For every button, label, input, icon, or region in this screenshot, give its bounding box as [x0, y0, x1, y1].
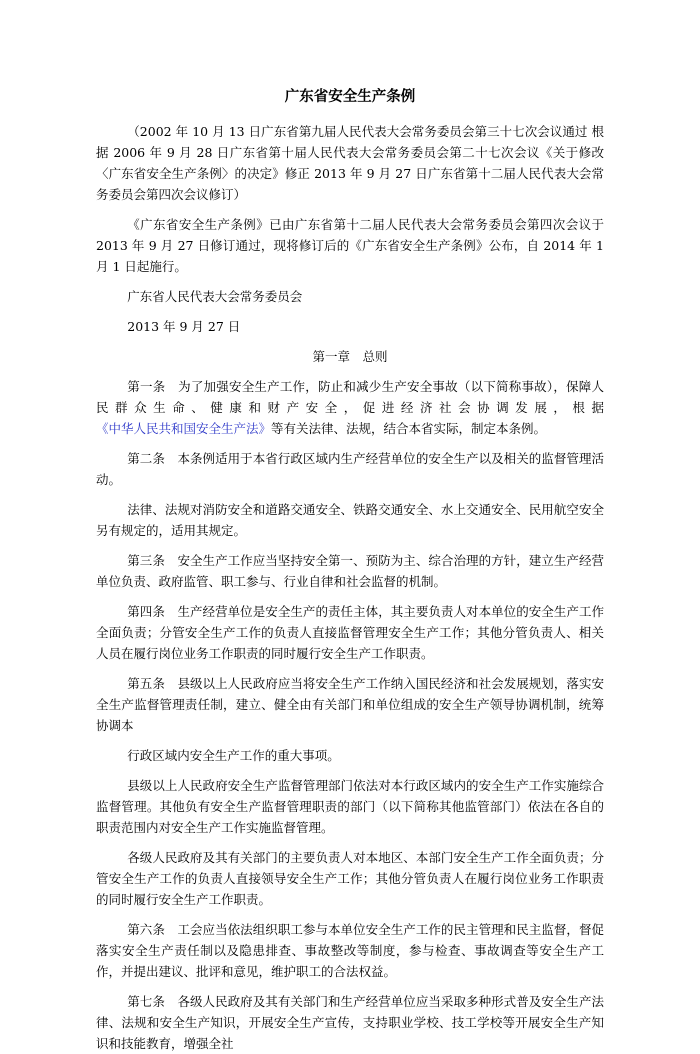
article-1	[96, 376, 604, 439]
work-safety-law-link[interactable]: 《中华人民共和国安全生产法》	[96, 421, 272, 436]
article-5-paragraph-4: 各级人民政府及其有关部门的主要负责人对本地区、本部门安全生产工作全面负责；分管安全生产工作的负责人直接领导安全生产工作；其他分管负责人在履行岗位业务工作职责的同时履行安全生产工作职责。	[96, 850, 604, 907]
issue-date: 2013 年 9 月 27 日	[127, 319, 241, 334]
article-2-paragraph-2: 法律、法规对消防安全和道路交通安全、铁路交通安全、水上交通安全、民用航空安全另有规定的，适用其规定。	[96, 502, 604, 538]
article-2: 第二条 本条例适用于本省行政区域内生产经营单位的安全生产以及相关的监督管理活动。	[96, 451, 604, 487]
article-5-paragraph-2: 行政区域内安全生产工作的重大事项。	[127, 748, 340, 763]
article-5: 第五条 县级以上人民政府应当将安全生产工作纳入国民经济和社会发展规划，落实安全生产监督管理责任制，建立、健全由有关部门和单位组成的安全生产领导协调机制，统筹协调本	[96, 676, 604, 733]
article-7: 第七条 各级人民政府及其有关部门和生产经营单位应当采取多种形式普及安全生产法律、法规和安全生产知识，开展安全生产宣传，支持职业学校、技工学校等开展安全生产知识和技能教育，增强全社	[96, 994, 604, 1051]
article-4: 第四条 生产经营单位是安全生产的责任主体，其主要负责人对本单位的安全生产工作全面负责；分管安全生产工作的负责人直接监督管理安全生产工作；其他分管负责人、相关人员在履行岗位业务工作职责的同时履行安全生产工作职责。	[96, 604, 604, 661]
article-3: 第三条 安全生产工作应当坚持安全第一、预防为主、综合治理的方针，建立生产经营单位负责、政府监管、职工参与、行业自律和社会监督的机制。	[96, 553, 604, 589]
article-5-paragraph-3: 县级以上人民政府安全生产监督管理部门依法对本行政区域内的安全生产工作实施综合监督管理。其他负有安全生产监督管理职责的部门（以下简称其他监管部门）依法在各自的职责范围内对安全生产工作实施监督管理。	[96, 778, 604, 835]
preamble-adoption-note: （2002 年 10 月 13 日广东省第九届人民代表大会常务委员会第三十七次会议通过 根据 2006 年 9 月 28 日广东省第十届人民代表大会常务委员会第二十七次会议《关于修改〈广东省安全生产条例〉的决定》修正 2013 年 9 月 27 日广东省第十二届人民代表大会常务委员会第四次会议修订）	[96, 124, 604, 202]
chapter-1-heading: 第一章 总则	[312, 349, 388, 364]
article-1-text-before-link: 第一条 为了加强安全生产工作，防止和减少生产安全事故（以下简称事故），保障人民群众生命、健康和财产安全，促进经济社会协调发展，根据	[96, 379, 604, 415]
promulgation-note: 《广东省安全生产条例》已由广东省第十二届人民代表大会常务委员会第四次会议于 2013 年 9 月 27 日修订通过，现将修订后的《广东省安全生产条例》公布，自 2014 年 1 月 1 日起施行。	[96, 217, 604, 274]
issuing-body: 广东省人民代表大会常务委员会	[127, 289, 303, 304]
document-title: 广东省安全生产条例	[284, 88, 416, 105]
article-1-text-after-link: 等有关法律、法规，结合本省实际，制定本条例。	[271, 421, 547, 436]
article-6: 第六条 工会应当依法组织职工参与本单位安全生产工作的民主管理和民主监督，督促落实安全生产责任制以及隐患排查、事故整改等制度，参与检查、事故调查等安全生产工作，并提出建议、批评和意见，维护职工的合法权益。	[96, 922, 604, 979]
